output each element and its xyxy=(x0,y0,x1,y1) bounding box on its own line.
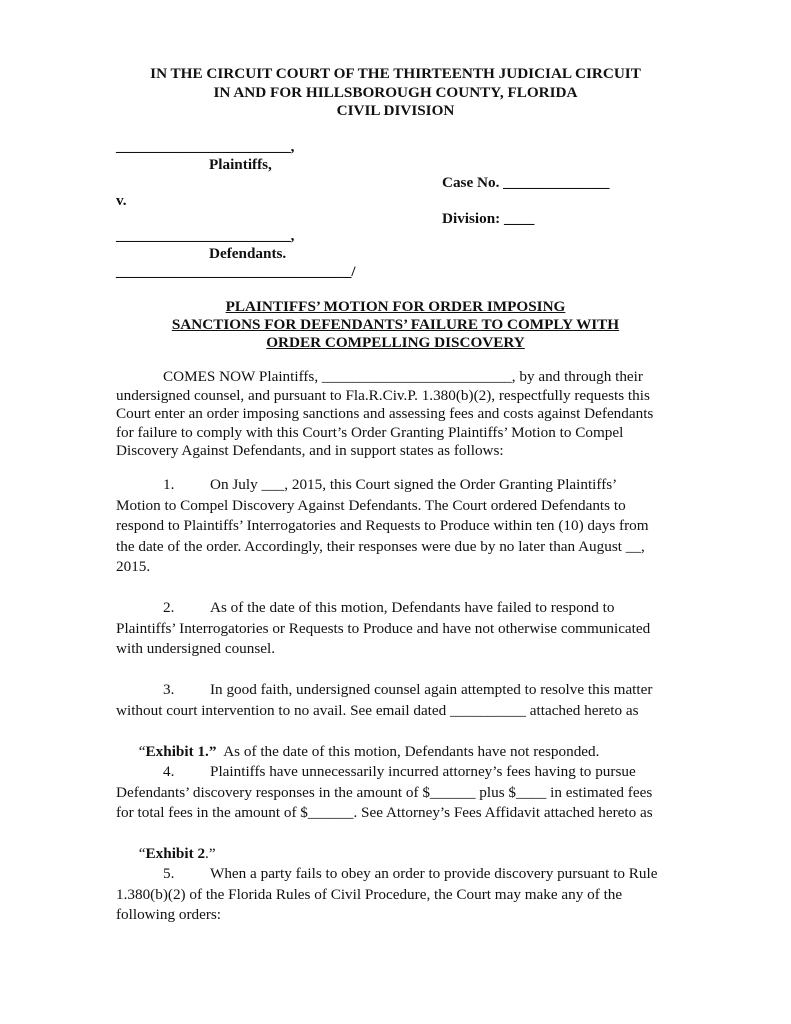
paragraph-number: 5. xyxy=(163,865,175,882)
paragraph-line: with undersigned counsel. xyxy=(116,640,276,658)
court-header-line-2: IN AND FOR HILLSBOROUGH COUNTY, FLORIDA xyxy=(213,84,578,101)
paragraph-line: On July ___, 2015, this Court signed the Order Granting Plaintiffs’ xyxy=(210,476,618,493)
caption-closing-line: _______________________________/ xyxy=(116,263,356,280)
plaintiff-blank: _______________________, xyxy=(116,138,295,155)
paragraph-number: 1. xyxy=(163,476,175,493)
paragraph-line: When a party fails to obey an order to provide discovery pursuant to Rule xyxy=(210,865,658,882)
numbered-paragraph-1 xyxy=(116,475,676,578)
court-header-line-3: CIVIL DIVISION xyxy=(336,102,455,119)
paragraph-number: 3. xyxy=(163,681,175,698)
intro-paragraph xyxy=(116,368,676,461)
motion-title-line-1: PLAINTIFFS’ MOTION FOR ORDER IMPOSING xyxy=(225,298,566,315)
plaintiffs-label: Plaintiffs, xyxy=(209,156,272,173)
intro-line: Court enter an order imposing sanctions and assessing fees and costs against Defendants xyxy=(116,405,654,423)
paragraph-line: Motion to Compel Discovery Against Defendants. The Court ordered Defendants to xyxy=(116,496,626,514)
paragraph-number: 4. xyxy=(163,763,175,780)
paragraph-line: Defendants’ discovery responses in the amount of $______ plus $____ in estimated fees xyxy=(116,783,653,801)
paragraph-line: the date of the order. Accordingly, their responses were due by no later than August __, xyxy=(116,537,645,555)
versus: v. xyxy=(116,192,127,209)
intro-line: Discovery Against Defendants, and in support states as follows: xyxy=(116,442,504,460)
exhibit-1-label: Exhibit 1.” xyxy=(145,742,217,760)
exhibit-2-label: Exhibit 2 xyxy=(145,845,206,863)
intro-line: COMES NOW Plaintiffs, _________________________, by and through their xyxy=(163,368,643,385)
paragraph-number: 2. xyxy=(163,599,175,616)
numbered-paragraph-2 xyxy=(116,598,676,660)
case-number: Case No. ______________ xyxy=(442,174,610,191)
paragraph-line: for total fees in the amount of $______. See Attorney’s Fees Affidavit attached hereto as xyxy=(116,804,653,822)
paragraph-line: In good faith, undersigned counsel again attempted to resolve this matter xyxy=(210,681,653,698)
quote-mark: “ xyxy=(138,845,146,863)
motion-title-line-2: SANCTIONS FOR DEFENDANTS’ FAILURE TO COMPLY WITH xyxy=(171,316,620,333)
motion-title-line-3: ORDER COMPELLING DISCOVERY xyxy=(266,334,525,351)
paragraph-line: Plaintiffs’ Interrogatories or Requests to Produce and have not otherwise communicated xyxy=(116,619,651,637)
paragraph-line: following orders: xyxy=(116,906,222,924)
paragraph-line: without court intervention to no avail. See email dated __________ attached hereto as xyxy=(116,701,639,719)
quote-mark: “ xyxy=(138,742,146,760)
paragraph-line: 2015. xyxy=(116,558,151,576)
defendant-blank: _______________________, xyxy=(116,227,295,244)
paragraph-line: As of the date of this motion, Defendants have not responded. xyxy=(216,742,600,760)
paragraph-line: 1.380(b)(2) of the Florida Rules of Civil Procedure, the Court may make any of the xyxy=(116,885,623,903)
paragraph-line: respond to Plaintiffs’ Interrogatories and Requests to Produce within ten (10) days from xyxy=(116,517,649,535)
paragraph-line: As of the date of this motion, Defendants have failed to respond to xyxy=(210,599,615,616)
court-header-line-1: IN THE CIRCUIT COURT OF THE THIRTEENTH JUDICIAL CIRCUIT xyxy=(150,65,641,82)
intro-line: for failure to comply with this Court’s Order Granting Plaintiffs’ Motion to Compel xyxy=(116,423,624,441)
numbered-paragraph-5 xyxy=(116,864,676,926)
intro-line: undersigned counsel, and pursuant to Fla.R.Civ.P. 1.380(b)(2), respectfully requests this xyxy=(116,386,650,404)
paragraph-line: Plaintiffs have unnecessarily incurred attorney’s fees having to pursue xyxy=(210,763,636,780)
division: Division: ____ xyxy=(442,210,535,227)
defendants-label: Defendants. xyxy=(209,245,287,262)
paragraph-line: .” xyxy=(205,845,216,863)
